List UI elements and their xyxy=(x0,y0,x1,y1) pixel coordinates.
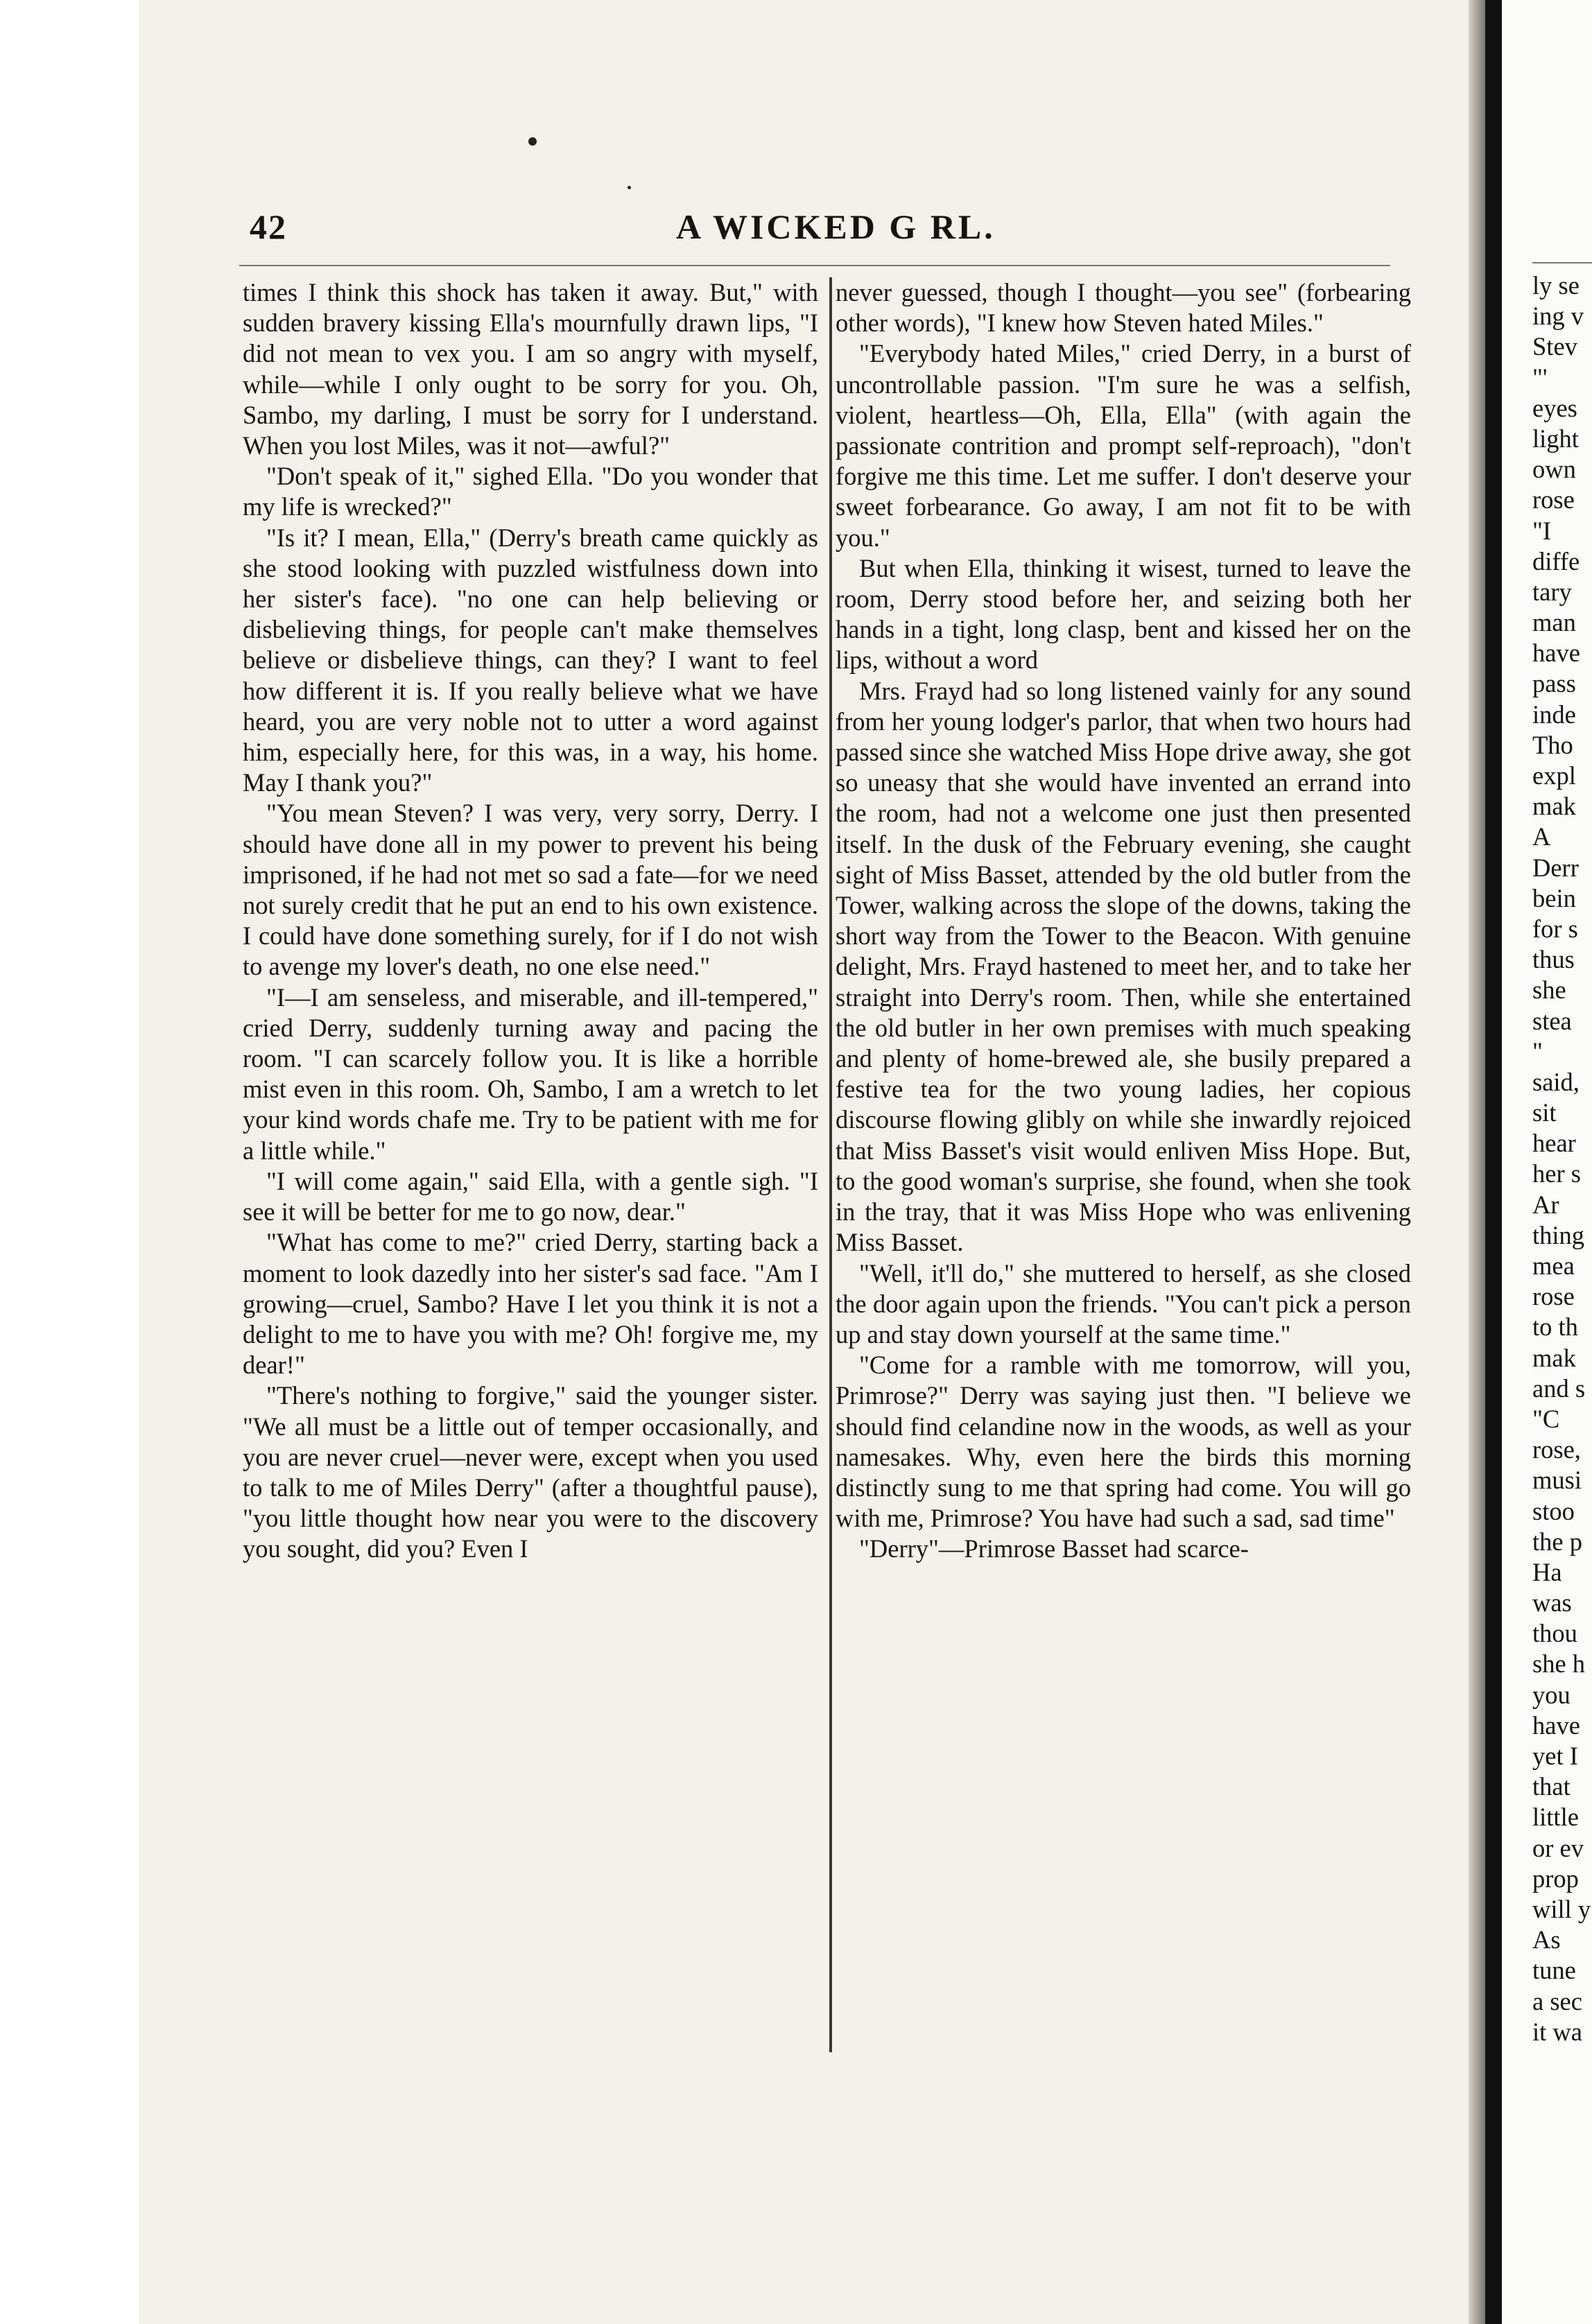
next-page-line: "I xyxy=(1532,516,1552,545)
next-page-line: diffe xyxy=(1532,546,1580,575)
next-page-line: tary xyxy=(1532,577,1572,606)
next-page-line: "' xyxy=(1532,363,1548,392)
next-page-line: Stev xyxy=(1532,332,1577,361)
next-page-line: she xyxy=(1532,975,1566,1005)
next-page-line: that xyxy=(1532,1772,1571,1801)
next-page-line: or ev xyxy=(1532,1833,1584,1862)
next-page-line: sit xyxy=(1532,1098,1557,1127)
left-column xyxy=(243,277,818,1565)
next-page-line: thus xyxy=(1532,945,1575,974)
running-head: A WICKED G RL. xyxy=(676,207,996,246)
next-page-line: thing xyxy=(1532,1220,1585,1249)
page-number: 42 xyxy=(250,207,287,246)
column-divider xyxy=(829,277,832,2052)
next-page-line: it wa xyxy=(1532,2017,1582,2045)
next-page-line: for s xyxy=(1532,914,1578,943)
paragraph: But when Ella, thinking it wisest, turned to leave the room, Derry stood before her, and seizing both her hands in a tight, long clasp, bent and kissed her on the lips, without a word xyxy=(836,553,1411,675)
paragraph: Mrs. Frayd had so long listened vainly for any sound from her young lodger's parlor, that when two hours had passed since she watched Miss Hope drive away, she got so uneasy that she would have invented an errand into the room, had not a welcome one just then presented itself. In the dusk of the February evening, she caught sight of Miss Basset, attended by the old butler from the Tower, walking across the slope of the downs, taking the short way from the Tower to the Beacon. With genuine delight, Mrs. Frayd hastened to meet her, and to take her straight into Derry's room. Then, while she entertained the old butler in her own premises with much speaking and plenty of home-brewed ale, she busily prepared a festive tea for the two young ladies, her copious discourse flowing glibly on while she inwardly rejoiced that Miss Basset's visit would enliven Miss Hope. But, to the good woman's surprise, she found, when she took in the tray, that it was Miss Hope who was enlivening Miss Basset. xyxy=(836,676,1411,1257)
paragraph: "Come for a ramble with me tomorrow, will you, Primrose?" Derry was saying just then. "I believe we should find celandine now in the woods, as well as your namesakes. Why, even here the birds this morning distinctly sung to me that spring had come. You will go with me, Primrose? You have had such a sad, sad time" xyxy=(836,1351,1411,1533)
next-page-line: thou xyxy=(1532,1619,1577,1648)
next-page-line: rose xyxy=(1532,1282,1575,1311)
next-page-line: said, xyxy=(1532,1067,1580,1096)
next-page-line: musi xyxy=(1532,1466,1582,1495)
ink-speck xyxy=(528,137,537,146)
next-page-line: Tho xyxy=(1532,730,1573,759)
next-page-edge xyxy=(1532,270,1592,2045)
paragraph: "Well, it'll do," she muttered to herself, as she closed the door again upon the friends. "You can't pick a person up and stay down yourself at the same time." xyxy=(836,1258,1411,1349)
next-page-line: tune xyxy=(1532,1956,1576,1985)
next-page-line: prop xyxy=(1532,1864,1579,1893)
next-page-line: rose, xyxy=(1532,1435,1581,1464)
right-column xyxy=(836,277,1411,1565)
next-page-line: "C xyxy=(1532,1404,1560,1433)
next-page-line: A xyxy=(1532,822,1551,851)
next-page-line: ly se xyxy=(1532,271,1580,300)
next-page-line: was xyxy=(1532,1588,1572,1618)
paragraph: never guessed, though I thought—you see" (forbearing other words), "I knew how Steven hated Miles." xyxy=(836,278,1411,338)
next-page-line: light xyxy=(1532,424,1579,453)
next-page-line: her s xyxy=(1532,1159,1581,1188)
next-page-line: the p xyxy=(1532,1527,1582,1556)
next-page-line: As xyxy=(1532,1925,1561,1954)
paragraph: "Is it? I mean, Ella," (Derry's breath came quickly as she stood looking with puzzled wistfulness down into her sister's face). "no one can help believing or disbelieving things, for people can't make themselves believe or disbelieve things, can they? I want to feel how different it is. If you really believe what we have heard, you are very noble not to utter a word against him, especially here, for this was, in a way, his home. May I thank you?" xyxy=(243,523,818,797)
paragraph: "You mean Steven? I was very, very sorry, Derry. I should have done all in my power to prevent his being imprisoned, if he had not met so sad a fate—for we need not surely credit that he put an end to his own existence. I could have done something surely, for if I do not wish to avenge my lover's death, no one else need." xyxy=(243,799,818,981)
next-page-line: inde xyxy=(1532,700,1576,729)
binding-edge xyxy=(1485,0,1502,2324)
next-page-line: a sec xyxy=(1532,1986,1582,2015)
next-page-line: will y xyxy=(1532,1894,1591,1923)
paragraph: "Everybody hated Miles," cried Derry, in a burst of uncontrollable passion. "I'm sure he was a selfish, violent, heartless—Oh, Ella, Ella" (with again the passionate contrition and prompt self-reproach), "don't forgive me this time. Let me suffer. I don't deserve your sweet forbearance. Go away, I am not fit to be with you." xyxy=(836,339,1411,552)
next-page-line: mak xyxy=(1532,792,1576,821)
paragraph: "Don't speak of it," sighed Ella. "Do you wonder that my life is wrecked?" xyxy=(243,462,818,521)
next-page-line: stoo xyxy=(1532,1496,1575,1525)
next-page-line: Ar xyxy=(1532,1190,1559,1219)
next-page-line: ing v xyxy=(1532,302,1584,331)
next-page-line: pass xyxy=(1532,669,1576,698)
paragraph: times I think this shock has taken it away. But," with sudden bravery kissing Ella's mournfully drawn lips, "I did not mean to vex you. I am so angry with myself, while—while I only ought to be sorry for you. Oh, Sambo, my darling, I must be sorry for I understand. When you lost Miles, was it not—awful?" xyxy=(243,278,818,460)
next-page-line: mea xyxy=(1532,1251,1575,1280)
next-page-line: and s xyxy=(1532,1373,1586,1403)
next-page-line: mak xyxy=(1532,1343,1576,1372)
header-rule xyxy=(239,265,1390,266)
paragraph: "I will come again," said Ella, with a gentle sigh. "I see it will be better for me to go now, dear." xyxy=(243,1166,818,1226)
next-page-line: bein xyxy=(1532,883,1576,912)
next-page-header-rule xyxy=(1532,262,1592,263)
next-page-line: have xyxy=(1532,1710,1580,1740)
paragraph: "What has come to me?" cried Derry, starting back a moment to look dazedly into her sister's sad face. "Am I growing—cruel, Sambo? Have I let you think it is not a delight to me to have you with me? Oh! forgive me, my dear!" xyxy=(243,1228,818,1380)
next-page-line: rose xyxy=(1532,485,1575,514)
next-page-line: " xyxy=(1532,1037,1543,1066)
next-page-line: yet I xyxy=(1532,1742,1578,1770)
next-page-line: Ha xyxy=(1532,1557,1562,1586)
next-page-line: own xyxy=(1532,455,1576,484)
ink-speck xyxy=(628,186,631,189)
next-page-line: have xyxy=(1532,639,1580,668)
next-page-line: hear xyxy=(1532,1129,1576,1158)
next-page-line: man xyxy=(1532,608,1576,637)
next-page-line: expl xyxy=(1532,761,1576,790)
paragraph: "I—I am senseless, and miserable, and ill-tempered," cried Derry, suddenly turning away and pacing the room. "I can scarcely follow you. It is like a horrible mist even in this room. Oh, Sambo, I am a wretch to let your kind words chafe me. Try to be patient with me for a little while." xyxy=(243,982,818,1165)
paragraph: "Derry"—Primrose Basset had scarce- xyxy=(859,1534,1249,1563)
paragraph: "There's nothing to forgive," said the younger sister. "We all must be a little out of temper occasionally, and you are never cruel—never were, except when you used to talk to me of Miles Derry" (after a thoughtful pause), "you little thought how near you were to the discovery you sought, did you? Even I xyxy=(243,1381,818,1563)
next-page-line: Derr xyxy=(1532,853,1579,882)
next-page-line: stea xyxy=(1532,1006,1572,1035)
next-page-line: to th xyxy=(1532,1312,1578,1342)
next-page-line: little xyxy=(1532,1803,1579,1832)
next-page-line: you xyxy=(1532,1680,1571,1709)
next-page-line: she h xyxy=(1532,1649,1586,1679)
next-page-line: eyes xyxy=(1532,393,1577,422)
